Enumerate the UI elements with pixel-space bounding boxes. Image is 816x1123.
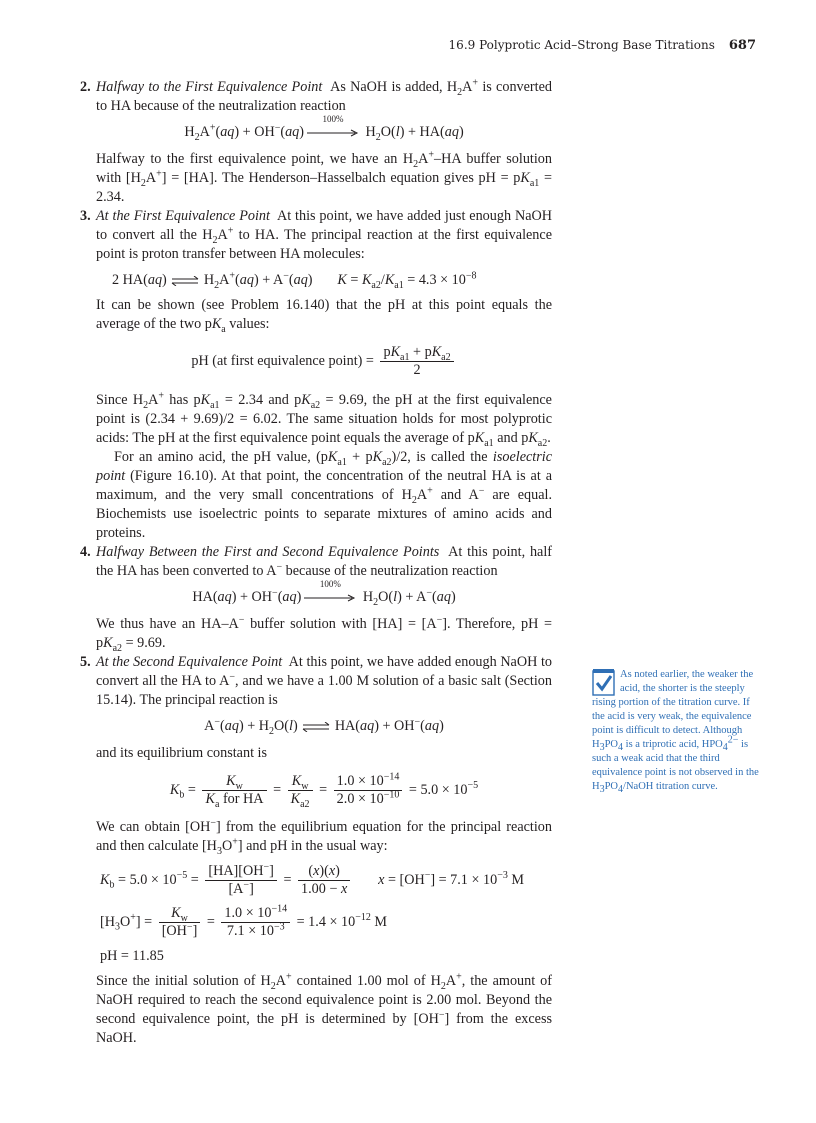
equation-neutralization-1: $H_2A^+(aq) + OH^-(aq)$ 100% $H_2O(l) + HA(aq)$ (96, 123, 552, 142)
item-number: 4. (80, 544, 91, 560)
equation-isoelectric: pH (at first equivalence point) = $\frac{pK_{a1} + pK_{a2}}{2}$ (96, 344, 552, 379)
margin-note: As noted earlier, the weaker the acid, the shorter is the steeply rising portion of the titration curve. If the acid is very weak, the equivalence point is difficult to detect. Although $H_3PO_4$ is a triprotic acid, $HPO_4^{2-}$ is such a weak acid that the third equivalence point is not observed in the $H_3PO_4$/NaOH titration curve. (592, 669, 759, 796)
equation-hydrolysis: $A^-(aq) + H_2O(l) HA(aq) + OH^-(aq)$ (204, 716, 444, 737)
item-number: 2. (80, 79, 91, 95)
header-section: 16.9 Polyprotic Acid–Strong Base Titrations (448, 38, 715, 52)
item-2: 2. Halfway to the First Equivalence Point As NaOH is added, $H_2A^+$ is converted to HA because of the neutralization reaction $H_2A^+(aq) + OH^-(aq)$ 100% $H_2O(l) + HA(aq)$ Halfway to the first equivalence point, we have an $H_2A^+-HA$ buffer solution with $[H_2A^+] = [HA]$. The Henderson–Hasselbalch equation gives pH = $pK_{a1} = 2.34$. (80, 77, 552, 205)
item-3: 3. At the First Equivalence Point At this point, we have added just enough NaOH to convert all the $H_2A^+$ to HA. The principal reaction at the first equivalence point is proton transfer between HA molecules: 2 HA(aq) $H_2A^+(aq) + A^-(aq)$ $K = K_{a2}/K_{a1} = 4.3 \times 10^{-8}$ It can be shown (see Problem 16.140) that the pH at this point equals the average of the two $pK_a$ values: pH (at first equivalence point) = $\frac{pK_{a1} + pK_{a2}}{2}$ Since $H_2A^+$ has $pK_{a1} = 2.34$ and $pK_{a2} = 9.69$, the pH at the first equivalence point is (2.34 + 9.69)/2 = 6.02. The same situation holds for most polyprotic acids: The pH at the first equivalence point equals the average of $pK_{a1}$ and $pK_{a2}$. For an amino acid, the pH value, $(pK_{a1} + pK_{a2})/2$, is called the isoelectric point (Figure 16.10). At that point, the concentration of the neutral HA is at a maximum, and the very small concentrations of $H_2A^+$ and A− are equal. Biochemists use isoelectric points to separate mixtures of amino acids and proteins. (80, 208, 552, 541)
item-title: Halfway Between the First and Second Equivalence Points (96, 544, 440, 560)
item-4: 4. Halfway Between the First and Second Equivalence Points At this point, half the HA has been converted to A− because of the neutralization reaction HA(aq) + OH−(aq) 100% $H_2O(l) + A^-(aq)$ We thus have an HA–A− buffer solution with [HA] = [A−]. Therefore, pH = $pK_{a2} = 9.69$. (80, 544, 553, 654)
equation-kb-solve: $K_b = 5.0 \times 10^{-5}$ = $\frac{[HA][OH^-]}{[A^-]}$ = $\frac{(x)(x)}{1.00 - x}$ $x = [OH^-] = 7.1 \times 10^{-3}$ M (100, 861, 524, 897)
item-title: At the Second Equivalence Point (96, 654, 283, 670)
equation-ph: pH = 11.85 (100, 948, 164, 964)
equation-neutralization-2: HA(aq) + OH−(aq) 100% $H_2O(l) + A^-(aq)$ (96, 588, 552, 607)
item-5: 5. At the Second Equivalence Point At this point, we have added enough NaOH to convert all the HA to A−, and we have a 1.00 M solution of a basic salt (Section 15.14). The principal reaction is $A^-(aq) + H_2O(l) HA(aq) + OH^-(aq)$ and its equilibrium constant is $K_b$ = $\frac{K_w}{K_a for HA}$ = $\frac{K_w}{K_{a2}}$ = $\frac{1.0 \times 10^{-14}}{2.0 \times 10^{-10}}$ = $5.0 \times 10^{-5}$ We can obtain [OH−] from the equilibrium equation for the principal reaction and then calculate $[H_3O^+]$ and pH in the usual way: $K_b = 5.0 \times 10^{-5}$ = $\frac{[HA][OH^-]}{[A^-]}$ = $\frac{(x)(x)}{1.00 - x}$ $x = [OH^-] = 7.1 \times 10^{-3}$ M $[H_3O^+]$ = $\frac{K_w}{[OH^-]}$ = $\frac{1.0 \times 10^{-14}}{7.1 \times 10^{-3}}$ = $1.4 \times 10^{-12}$ M pH = 11.85 Since the initial solution of $H_2A^+$ contained 1.00 mol of $H_2A^+$, the amount of NaOH required to reach the second equivalence point is 2.00 mol. Beyond the second equivalence point, the pH is determined by [OH−] from the excess NaOH. (80, 654, 552, 1046)
item-number: 3. (80, 208, 91, 224)
equation-proton-transfer: 2 HA(aq) $H_2A^+(aq) + A^-(aq)$ $K = K_{a2}/K_{a1} = 4.3 \times 10^{-8}$ (112, 270, 477, 291)
arrow-label: 100% (322, 114, 344, 124)
arrow-label: 100% (319, 579, 341, 589)
margin-note-text: As noted earlier, the weaker the acid, the shorter is the steeply rising portion of the titration curve. If the acid is very weak, the equivalence point is difficult to detect. (592, 669, 754, 736)
item-title: Halfway to the First Equivalence Point (96, 79, 323, 95)
item-number: 5. (80, 654, 91, 670)
running-header (449, 38, 756, 53)
equation-kb: $K_b$ = $\frac{K_w}{K_a for HA}$ = $\frac{K_w}{K_{a2}}$ = $\frac{1.0 \times 10^{-14}}{2.0 \times 10^{-10}}$ = $5.0 \times 10^{-5}$ (169, 771, 479, 810)
page-number: 687 (728, 38, 756, 53)
equation-h3o: $[H_3O^+]$ = $\frac{K_w}{[OH^-]}$ = $\frac{1.0 \times 10^{-14}}{7.1 \times 10^{-3}}$ = $1.4 \times 10^{-12}$ M (100, 903, 388, 939)
main-text (80, 78, 552, 1048)
checkmark-notepad-icon (592, 668, 616, 696)
item-title: At the First Equivalence Point (96, 208, 270, 224)
